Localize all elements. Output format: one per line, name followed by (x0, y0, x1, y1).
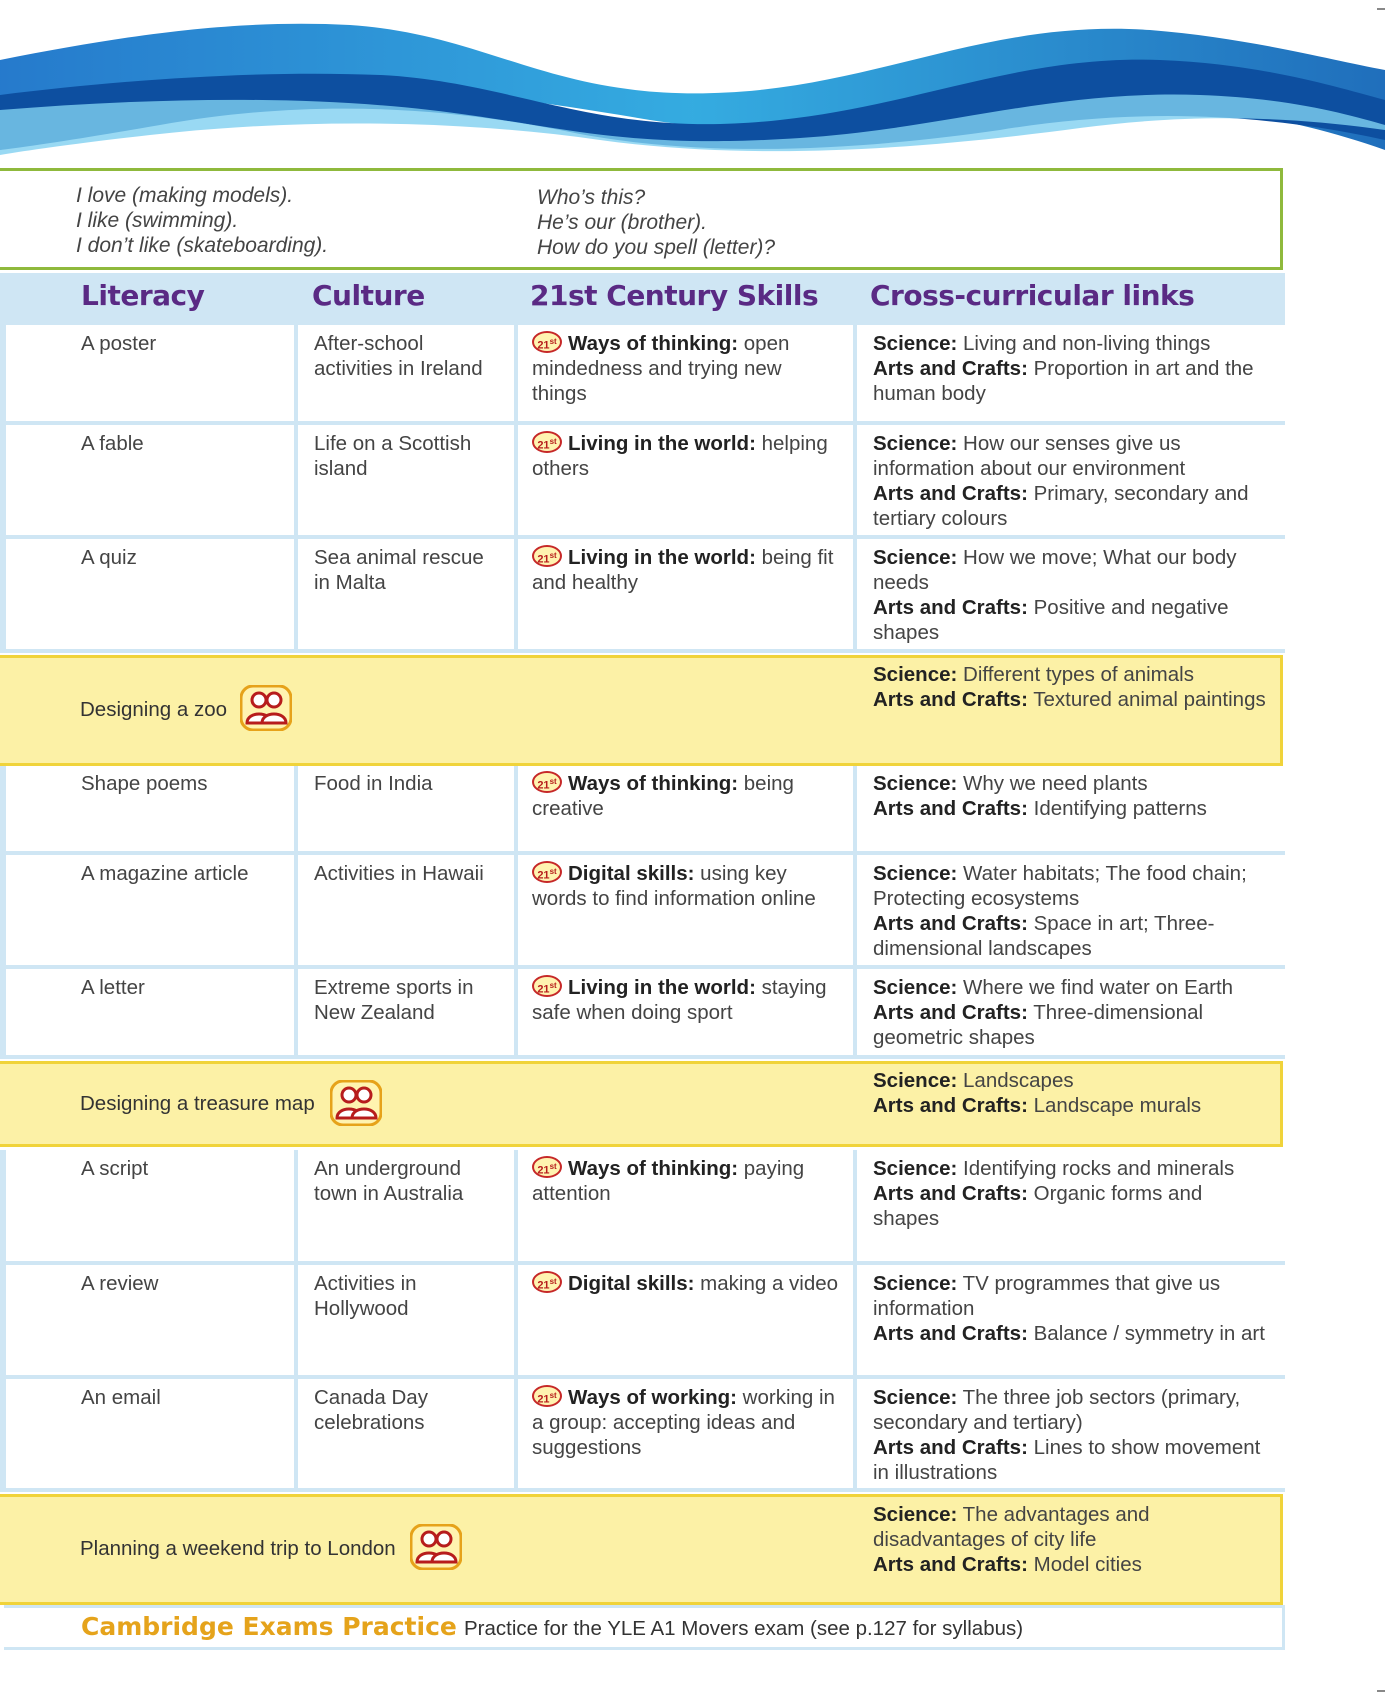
arts-label: Arts and Crafts: (873, 596, 1028, 619)
header-21st-century-skills: 21st Century Skills (530, 279, 819, 312)
project-cross-curricular (873, 1502, 1280, 1577)
skills-cell (518, 1150, 853, 1261)
culture-cell (298, 765, 514, 851)
21st-century-skills-icon (532, 431, 562, 453)
page-edge-mark (1377, 8, 1385, 10)
badge-number: 21 (537, 554, 550, 566)
science-label: Science: (873, 862, 958, 885)
grammar-column-2 (537, 185, 775, 260)
arts-text: Positive and negative shapes (873, 596, 1229, 644)
culture-cell (298, 425, 514, 535)
badge-suffix: st (549, 777, 557, 787)
grammar-column-1 (76, 183, 328, 258)
21st-century-skills-icon (532, 331, 562, 353)
21st-century-skills-icon (532, 1385, 562, 1407)
21st-century-skills-icon (532, 771, 562, 793)
culture-cell (298, 969, 514, 1055)
cross-curricular-cell (857, 1265, 1285, 1375)
science-link (873, 1271, 1271, 1321)
literacy-cell (6, 325, 294, 421)
arts-link (873, 595, 1271, 645)
exams-practice-title: Cambridge Exams Practice (81, 1612, 457, 1641)
arts-text: Primary, secondary and tertiary colours (873, 482, 1249, 530)
science-text: Landscapes (963, 1069, 1074, 1092)
badge-suffix: st (549, 981, 557, 991)
badge-suffix: st (549, 1277, 557, 1287)
science-label: Science: (873, 1272, 958, 1295)
skill-description: staying safe when doing sport (532, 976, 827, 1024)
skill-category: Living in the world: (568, 976, 756, 999)
arts-link (873, 356, 1271, 406)
21st-century-skills-icon (532, 975, 562, 997)
literacy-cell (6, 1379, 294, 1488)
science-text: How we move; What our body needs (873, 546, 1237, 594)
science-link (873, 1385, 1271, 1435)
culture-text: An underground town in Australia (314, 1157, 464, 1205)
science-text: How our senses give us information about our environment (873, 432, 1186, 480)
science-label: Science: (873, 1386, 958, 1409)
literacy-text: A fable (81, 432, 144, 455)
science-label: Science: (873, 976, 958, 999)
skill-category: Ways of thinking: (568, 332, 739, 355)
badge-suffix: st (549, 337, 557, 347)
cross-curricular-cell (857, 855, 1285, 965)
cross-curricular-cell (857, 1379, 1285, 1488)
arts-text: Model cities (1033, 1553, 1142, 1576)
literacy-text: A poster (81, 332, 157, 355)
table-row (0, 969, 1285, 1059)
literacy-text: A script (81, 1157, 149, 1180)
skill-category: Digital skills: (568, 862, 695, 885)
badge-suffix: st (549, 551, 557, 561)
literacy-cell (6, 765, 294, 851)
science-label: Science: (873, 772, 958, 795)
science-link (873, 331, 1271, 356)
project-cross-curricular (873, 662, 1266, 712)
skill-description: being fit and healthy (532, 546, 834, 594)
arts-link (873, 1000, 1271, 1050)
skill-category: Ways of working: (568, 1386, 737, 1409)
science-text: Why we need plants (963, 772, 1148, 795)
badge-number: 21 (537, 1280, 550, 1292)
skill-description: using key words to find information online (532, 862, 816, 910)
skill-category: Ways of thinking: (568, 1157, 739, 1180)
culture-text: Extreme sports in New Zealand (314, 976, 474, 1024)
science-label: Science: (873, 1157, 958, 1180)
arts-text: Balance / symmetry in art (1033, 1322, 1265, 1345)
header-cross-curricular: Cross-curricular links (870, 279, 1195, 312)
science-text: Identifying rocks and minerals (963, 1157, 1235, 1180)
culture-cell (298, 539, 514, 649)
culture-cell (298, 855, 514, 965)
science-link (873, 975, 1271, 1000)
skill-description: working in a group: accepting ideas and suggestions (532, 1386, 835, 1459)
science-text: The three job sectors (primary, secondary and tertiary) (873, 1386, 1241, 1434)
arts-text: Identifying patterns (1033, 797, 1207, 820)
skills-cell (518, 425, 853, 535)
skills-cell (518, 1265, 853, 1375)
table-header (0, 273, 1285, 325)
arts-text: Landscape murals (1033, 1094, 1202, 1117)
skill-description: making a video (700, 1272, 839, 1295)
science-label: Science: (873, 432, 958, 455)
arts-text: Proportion in art and the human body (873, 357, 1254, 405)
science-link (873, 1156, 1271, 1181)
arts-label: Arts and Crafts: (873, 797, 1028, 820)
literacy-cell (6, 969, 294, 1055)
grammar-line: I don’t like (skateboarding). (76, 234, 329, 257)
arts-label: Arts and Crafts: (873, 1436, 1028, 1459)
literacy-text: An email (81, 1386, 161, 1409)
science-label: Science: (873, 1503, 958, 1526)
project-title: Designing a treasure map (80, 1092, 315, 1115)
badge-number: 21 (537, 340, 550, 352)
project-title: Designing a zoo (80, 698, 228, 721)
science-link (873, 662, 1266, 687)
arts-label: Arts and Crafts: (873, 357, 1028, 380)
project-row (0, 655, 1283, 766)
science-label: Science: (873, 546, 958, 569)
literacy-cell (6, 539, 294, 649)
culture-text: Food in India (314, 772, 433, 795)
badge-number: 21 (537, 984, 550, 996)
grammar-line: Who’s this? (537, 186, 646, 209)
arts-text: Textured animal paintings (1033, 688, 1266, 711)
cross-curricular-cell (857, 325, 1285, 421)
group-work-icon (410, 1524, 462, 1570)
culture-text: Activities in Hawaii (314, 862, 484, 885)
group-work-icon (240, 685, 292, 731)
science-text: Water habitats; The food chain; Protecting ecosystems (873, 862, 1247, 910)
skills-cell (518, 765, 853, 851)
arts-link (873, 796, 1271, 821)
culture-text: Canada Day celebrations (314, 1386, 428, 1434)
skills-cell (518, 969, 853, 1055)
21st-century-skills-icon (532, 545, 562, 567)
project-cross-curricular (873, 1068, 1201, 1118)
table-row (0, 325, 1285, 425)
grammar-line: He’s our (brother). (537, 211, 708, 234)
arts-link (873, 481, 1271, 531)
table-row (0, 539, 1285, 653)
wave-banner (0, 0, 1385, 170)
arts-text: Lines to show movement in illustrations (873, 1436, 1261, 1484)
21st-century-skills-icon (532, 1271, 562, 1293)
21st-century-skills-icon (532, 1156, 562, 1178)
table-row (0, 1379, 1285, 1492)
cross-curricular-cell (857, 765, 1285, 851)
arts-text: Organic forms and shapes (873, 1182, 1203, 1230)
culture-cell (298, 1265, 514, 1375)
badge-number: 21 (537, 870, 550, 882)
culture-text: Life on a Scottish island (314, 432, 472, 480)
literacy-text: A quiz (81, 546, 137, 569)
science-text: Living and non-living things (963, 332, 1211, 355)
skill-description: open mindedness and trying new things (532, 332, 790, 405)
arts-label: Arts and Crafts: (873, 1553, 1028, 1576)
grammar-line: I like (swimming). (76, 209, 239, 232)
badge-number: 21 (537, 1394, 550, 1406)
literacy-text: A magazine article (81, 862, 249, 885)
science-text: TV programmes that give us information (873, 1272, 1221, 1320)
badge-suffix: st (549, 437, 557, 447)
science-label: Science: (873, 332, 958, 355)
skills-cell (518, 1379, 853, 1488)
arts-label: Arts and Crafts: (873, 688, 1028, 711)
culture-cell (298, 1379, 514, 1488)
badge-suffix: st (549, 1391, 557, 1401)
science-link (873, 545, 1271, 595)
culture-text: After-school activities in Ireland (314, 332, 483, 380)
arts-link (873, 1435, 1271, 1485)
literacy-text: Shape poems (81, 772, 208, 795)
literacy-cell (6, 855, 294, 965)
science-label: Science: (873, 663, 958, 686)
arts-label: Arts and Crafts: (873, 482, 1028, 505)
table-row (0, 1150, 1285, 1265)
grammar-line: I love (making models). (76, 184, 294, 207)
science-link (873, 431, 1271, 481)
science-link (873, 861, 1271, 911)
arts-text: Space in art; Three-dimensional landscapes (873, 912, 1215, 960)
literacy-cell (6, 425, 294, 535)
exams-practice-text: Practice for the YLE A1 Movers exam (see p.127 for syllabus) (464, 1617, 1024, 1640)
arts-text: Three-dimensional geometric shapes (873, 1001, 1204, 1049)
skill-category: Ways of thinking: (568, 772, 739, 795)
culture-text: Sea animal rescue in Malta (314, 546, 484, 594)
arts-label: Arts and Crafts: (873, 1322, 1028, 1345)
exams-practice-row (4, 1605, 1285, 1650)
badge-number: 21 (537, 1165, 550, 1177)
project-row (0, 1061, 1283, 1147)
cross-curricular-cell (857, 1150, 1285, 1261)
header-culture: Culture (312, 279, 425, 312)
grammar-box (0, 168, 1283, 270)
header-literacy: Literacy (81, 279, 205, 312)
skill-category: Living in the world: (568, 546, 756, 569)
literacy-text: A letter (81, 976, 145, 999)
science-text: Where we find water on Earth (963, 976, 1234, 999)
badge-suffix: st (549, 1162, 557, 1172)
culture-cell (298, 325, 514, 421)
arts-label: Arts and Crafts: (873, 912, 1028, 935)
skills-cell (518, 325, 853, 421)
arts-label: Arts and Crafts: (873, 1001, 1028, 1024)
badge-number: 21 (537, 440, 550, 452)
arts-link (873, 1321, 1271, 1346)
badge-suffix: st (549, 867, 557, 877)
project-row (0, 1494, 1283, 1605)
arts-link (873, 1552, 1280, 1577)
table-row (0, 425, 1285, 539)
science-link (873, 1502, 1280, 1552)
21st-century-skills-icon (532, 861, 562, 883)
literacy-cell (6, 1150, 294, 1261)
skill-category: Digital skills: (568, 1272, 695, 1295)
arts-link (873, 1093, 1201, 1118)
project-title: Planning a weekend trip to London (80, 1537, 396, 1560)
science-text: The advantages and disadvantages of city life (873, 1503, 1150, 1551)
arts-link (873, 1181, 1271, 1231)
culture-text: Activities in Hollywood (314, 1272, 417, 1320)
skills-cell (518, 539, 853, 649)
literacy-cell (6, 1265, 294, 1375)
cross-curricular-cell (857, 969, 1285, 1055)
science-text: Different types of animals (963, 663, 1194, 686)
arts-label: Arts and Crafts: (873, 1094, 1028, 1117)
arts-label: Arts and Crafts: (873, 1182, 1028, 1205)
cross-curricular-cell (857, 539, 1285, 649)
science-link (873, 1068, 1201, 1093)
skill-description: being creative (532, 772, 794, 820)
skills-cell (518, 855, 853, 965)
arts-link (873, 911, 1271, 961)
literacy-text: A review (81, 1272, 159, 1295)
page-edge-mark (1377, 1690, 1385, 1692)
science-label: Science: (873, 1069, 958, 1092)
cross-curricular-cell (857, 425, 1285, 535)
culture-cell (298, 1150, 514, 1261)
table-row (0, 855, 1285, 969)
group-work-icon (330, 1080, 382, 1126)
skill-description: paying attention (532, 1157, 805, 1205)
grammar-line: How do you spell (letter)? (537, 236, 776, 259)
badge-number: 21 (537, 780, 550, 792)
arts-link (873, 687, 1266, 712)
skill-description: helping others (532, 432, 828, 480)
science-link (873, 771, 1271, 796)
table-row (0, 1265, 1285, 1379)
skill-category: Living in the world: (568, 432, 756, 455)
table-row (0, 765, 1285, 855)
